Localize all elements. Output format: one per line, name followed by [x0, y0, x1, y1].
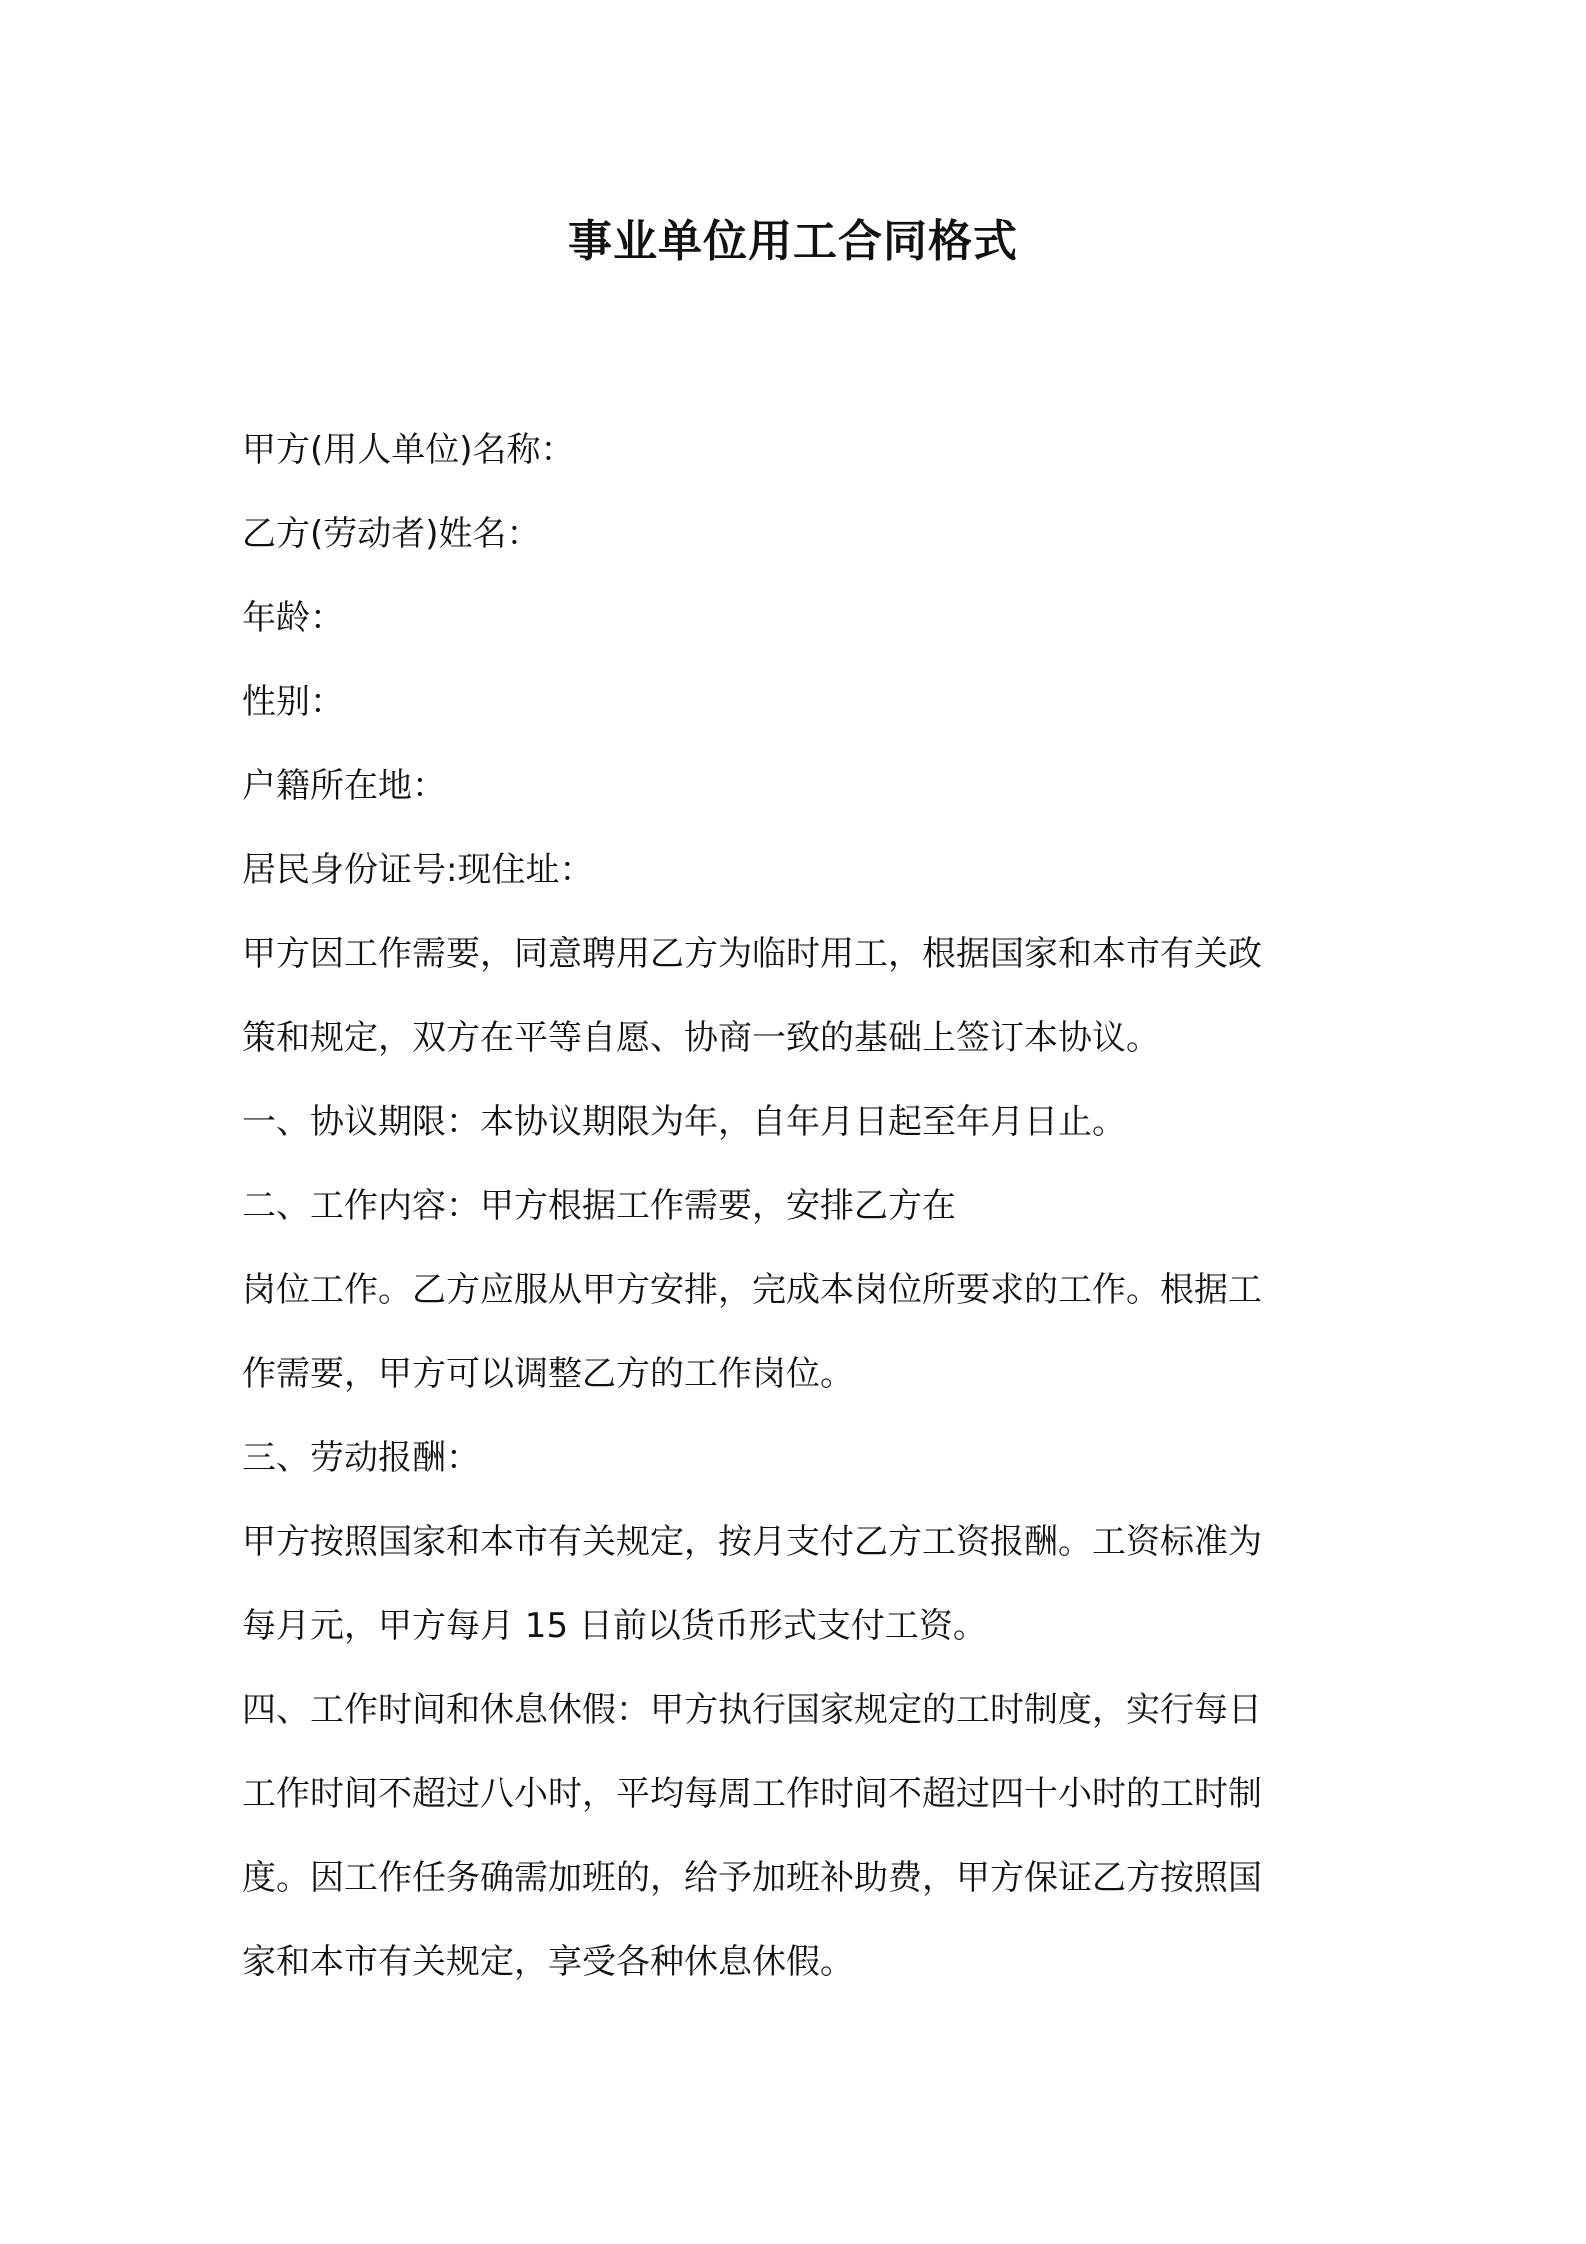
- paragraph-intro-line-1: 甲方因工作需要，同意聘用乙方为临时用工，根据国家和本市有关政: [242, 934, 1262, 974]
- clause-3-heading: 三、劳动报酬：: [242, 1438, 480, 1478]
- field-id-number-address: 居民身份证号:现住址：: [242, 850, 594, 890]
- clause-3-remuneration-line-1: 甲方按照国家和本市有关规定，按月支付乙方工资报酬。工资标准为: [242, 1522, 1262, 1562]
- clause-4-working-hours-line-1: 四、工作时间和休息休假：甲方执行国家规定的工时制度，实行每日: [242, 1690, 1262, 1730]
- document-body: [242, 408, 1357, 2004]
- document-title: 事业单位用工合同格式: [568, 216, 1018, 267]
- field-party-b-name: 乙方(劳动者)姓名：: [242, 514, 541, 554]
- paragraph-intro-line-2: 策和规定，双方在平等自愿、协商一致的基础上签订本协议。: [242, 1018, 1160, 1058]
- field-household-registration: 户籍所在地：: [242, 766, 446, 806]
- field-party-a-name: 甲方(用人单位)名称：: [242, 430, 575, 470]
- field-age: 年龄：: [242, 598, 344, 638]
- clause-4-working-hours-line-3: 度。因工作任务确需加班的，给予加班补助费，甲方保证乙方按照国: [242, 1858, 1262, 1898]
- clause-3-remuneration-line-2: 每月元，甲方每月 15 日前以货币形式支付工资。: [242, 1606, 987, 1646]
- clause-2-work-content-line-2: 岗位工作。乙方应服从甲方安排，完成本岗位所要求的工作。根据工: [242, 1270, 1262, 1310]
- clause-4-working-hours-line-4: 家和本市有关规定，享受各种休息休假。: [242, 1942, 854, 1982]
- clause-2-work-content-line-1: 二、工作内容：甲方根据工作需要，安排乙方在: [242, 1186, 956, 1226]
- field-gender: 性别：: [242, 682, 344, 722]
- clause-2-work-content-line-3: 作需要，甲方可以调整乙方的工作岗位。: [242, 1354, 854, 1394]
- clause-1-term: 一、协议期限：本协议期限为年，自年月日起至年月日止。: [242, 1102, 1126, 1142]
- clause-4-working-hours-line-2: 工作时间不超过八小时，平均每周工作时间不超过四十小时的工时制: [242, 1774, 1262, 1814]
